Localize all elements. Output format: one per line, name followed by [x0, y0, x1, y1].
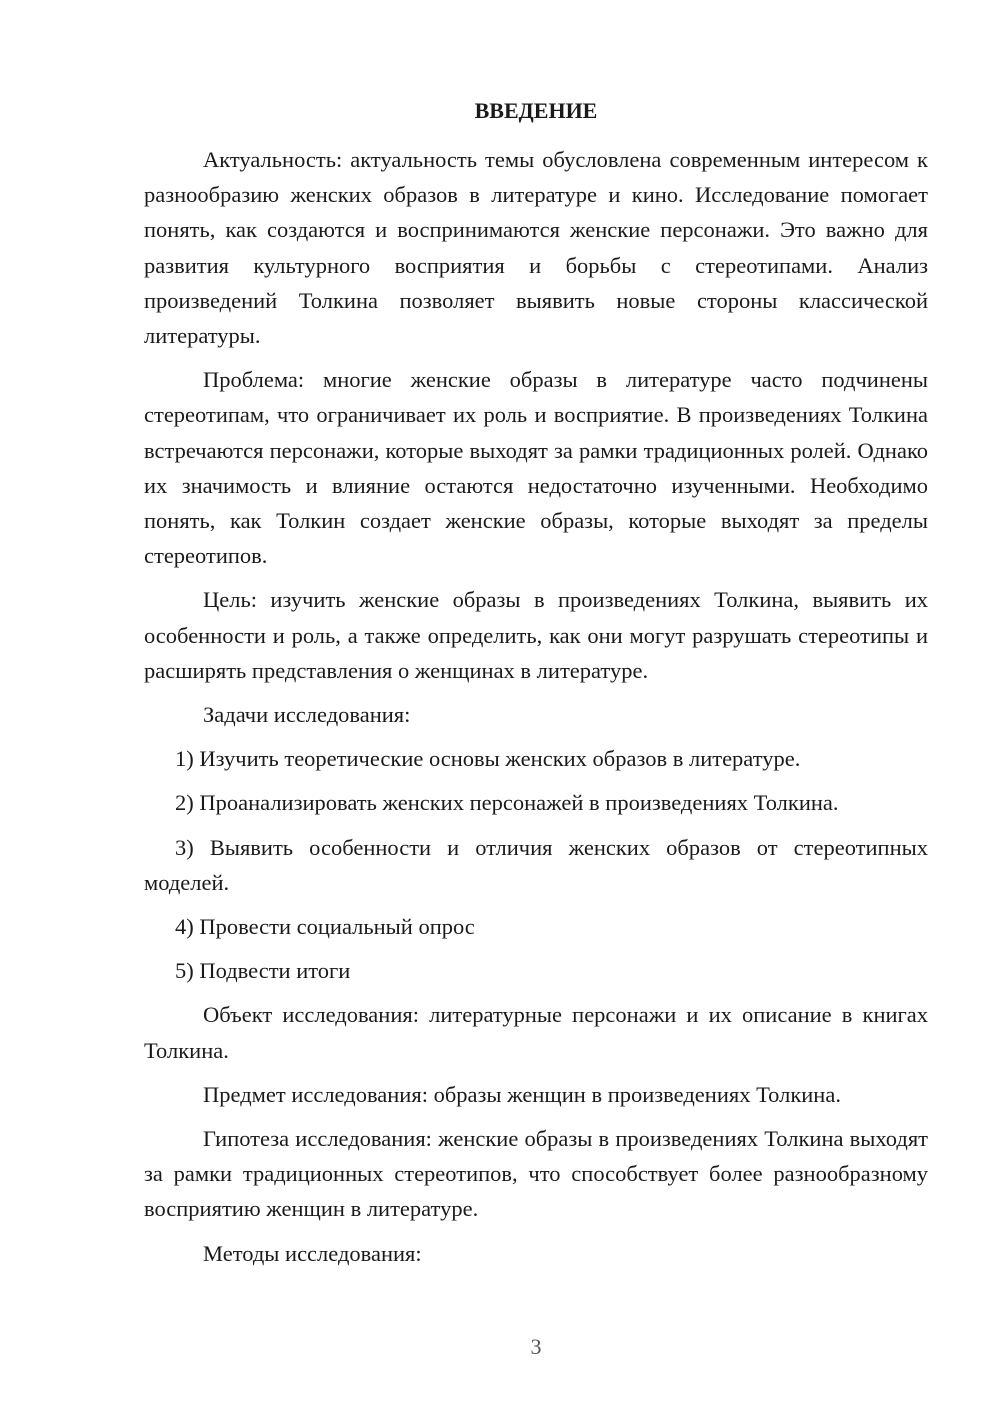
page-number: 3 [530, 1334, 542, 1359]
body-text [144, 142, 928, 1280]
section-heading: ВВЕДЕНИЕ [474, 98, 598, 123]
goal-paragraph: Цель: изучить женские образы в произведениях Толкина, выявить их особенности и роль, а также определить, как они могут разрушать стереотипы и расширять представления о женщинах в литературе. [144, 587, 928, 683]
relevance-paragraph: Актуальность: актуальность темы обусловлена современным интересом к разнообразию женских образов в литературе и кино. Исследование помогает понять, как создаются и воспринимаются женские персонажи. Это важно для развития культурного восприятия и борьбы с стереотипами. Анализ произведений Толкина позволяет выявить новые стороны классической литературы. [144, 147, 928, 349]
problem-paragraph: Проблема: многие женские образы в литературе часто подчинены стереотипам, что ограничивает их роль и восприятие. В произведениях Толкина встречаются персонажи, которые выходят за рамки традиционных ролей. Однако их значимость и влияние остаются недостаточно изученными. Необходимо понять, как Толкин создает женские образы, которые выходят за пределы стереотипов. [144, 367, 928, 569]
hypothesis-paragraph: Гипотеза исследования: женские образы в произведениях Толкина выходят за рамки традиционных стереотипов, что способствует более разнообразному восприятию женщин в литературе. [144, 1126, 928, 1222]
tasks-title: Задачи исследования: [203, 702, 411, 728]
subject-paragraph: Предмет исследования: образы женщин в произведениях Толкина. [203, 1081, 841, 1107]
methods-title: Методы исследования: [203, 1240, 422, 1266]
task-item-2: 2) Проанализировать женских персонажей в произведениях Толкина. [175, 790, 839, 816]
task-item-3: 3) Выявить особенности и отличия женских образов от стереотипных моделей. [144, 834, 928, 895]
task-item-1: 1) Изучить теоретические основы женских образов в литературе. [175, 746, 801, 772]
document-page [144, 0, 928, 1414]
task-item-4: 4) Провести социальный опрос [175, 914, 475, 940]
task-item-5: 5) Подвести итоги [175, 958, 351, 984]
object-paragraph: Объект исследования: литературные персонажи и их описание в книгах Толкина. [144, 1002, 928, 1063]
